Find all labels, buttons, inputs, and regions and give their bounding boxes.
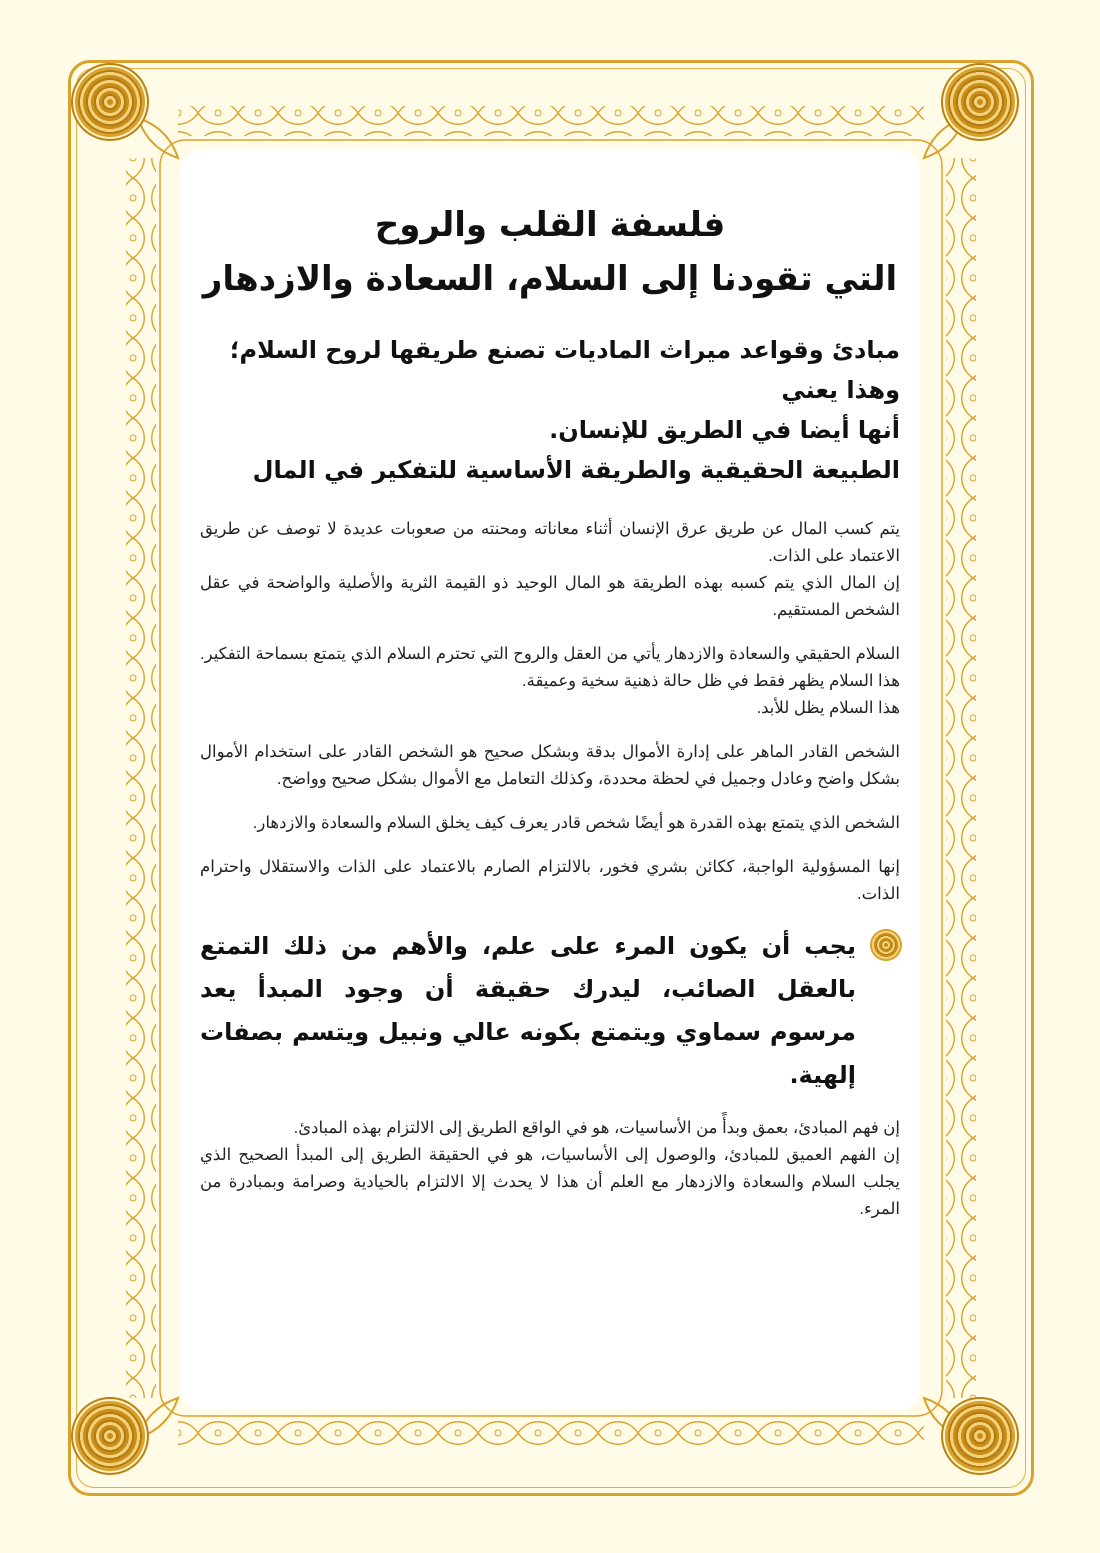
paragraph xyxy=(200,516,900,624)
document-body xyxy=(200,198,900,1240)
paragraph xyxy=(200,810,900,837)
paragraph-line: يتم كسب المال عن طريق عرق الإنسان أثناء معاناته ومحنته من صعوبات عديدة لا توصف عن طريق الاعتماد على الذات. xyxy=(200,520,900,565)
section-subtitle xyxy=(200,330,900,490)
subtitle-line: مبادئ وقواعد ميراث الماديات تصنع طريقها لروح السلام؛ وهذا يعني xyxy=(229,336,900,404)
paragraph xyxy=(200,739,900,793)
paragraph xyxy=(200,1115,900,1223)
page-title xyxy=(200,198,900,306)
paragraph-line: إنها المسؤولية الواجبة، ككائن بشري فخور، بالالتزام الصارم بالاعتماد على الذات والاستقلال واحترام الذات. xyxy=(200,858,900,903)
gold-medallion-icon xyxy=(78,1404,142,1468)
paragraph xyxy=(200,641,900,722)
gold-medallion-icon xyxy=(948,70,1012,134)
gold-medallion-icon xyxy=(78,70,142,134)
paragraph-line: الشخص القادر الماهر على إدارة الأموال بدقة وبشكل صحيح هو الشخص القادر على استخدام الأموال بشكل واضح وعادل وجميل في لحظة محددة، وكذلك التعامل مع الأموال بشكل صحيح وواضح. xyxy=(200,743,900,788)
highlight-text: يجب أن يكون المرء على علم، والأهم من ذلك التمتع بالعقل الصائب، ليدرك حقيقة أن وجود المبدأ يعد مرسوم سماوي ويتمتع بكونه عالي ونبيل ويتسم بصفات إلهية. xyxy=(200,932,856,1089)
title-line: التي تقودنا إلى السلام، السعادة والازدهار xyxy=(202,259,898,299)
gold-bullet-icon xyxy=(872,931,900,959)
gold-medallion-icon xyxy=(948,1404,1012,1468)
subtitle-line: أنها أيضا في الطريق للإنسان. xyxy=(549,416,900,444)
subtitle-line: الطبيعة الحقيقية والطريقة الأساسية للتفكير في المال xyxy=(252,456,900,484)
highlight-statement xyxy=(200,925,900,1097)
paragraph-line: إن المال الذي يتم كسبه بهذه الطريقة هو المال الوحيد ذو القيمة الثرية والأصلية والواضحة في عقل الشخص المستقيم. xyxy=(200,574,900,619)
paragraph xyxy=(200,854,900,908)
paragraph-line: إن الفهم العميق للمبادئ، والوصول إلى الأساسيات، هو في الحقيقة الطريق إلى المبدأ الصحيح الذي يجلب السلام والسعادة والازدهار مع العلم أن هذا لا يحدث إلا الالتزام بالحيادية وصرامة وبمبادرة من المرء. xyxy=(200,1146,900,1218)
paragraph-line: هذا السلام يظل للأبد. xyxy=(756,699,900,717)
paragraph-line: الشخص الذي يتمتع بهذه القدرة هو أيضًا شخص قادر يعرف كيف يخلق السلام والسعادة والازدهار. xyxy=(252,814,900,832)
paragraph-line: السلام الحقيقي والسعادة والازدهار يأتي من العقل والروح التي تحترم السلام الذي يتمتع بسماحة التفكير. هذا السلام يظهر فقط في ظل حالة ذهنية سخية وعميقة. xyxy=(200,645,900,690)
paragraph-line: إن فهم المبادئ، بعمق وبدأً من الأساسيات، هو في الواقع الطريق إلى الالتزام بهذه المبادئ. xyxy=(293,1119,900,1137)
title-line: فلسفة القلب والروح xyxy=(374,205,726,245)
